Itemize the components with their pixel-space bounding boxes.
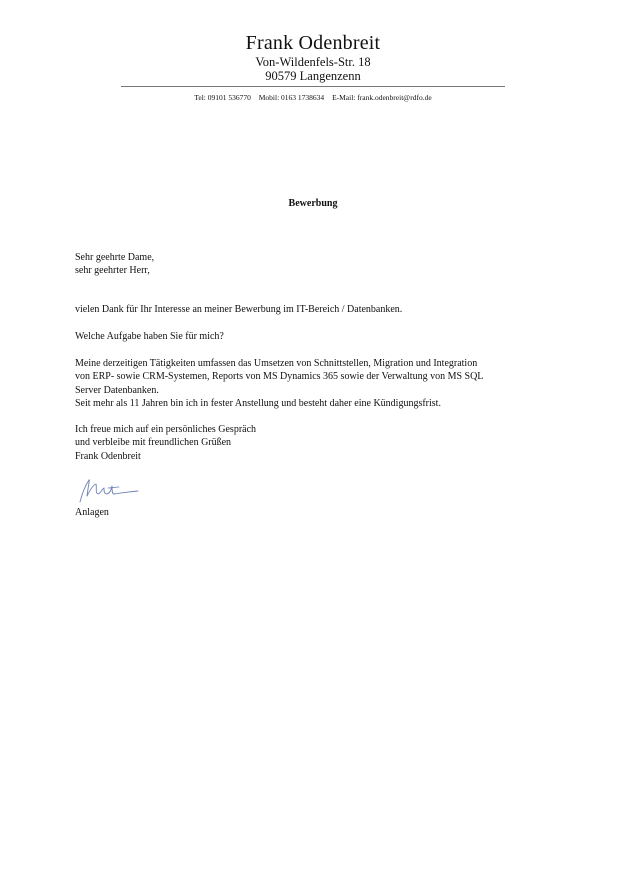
contact-email: E-Mail: frank.odenbreit@rdfo.de bbox=[332, 93, 432, 102]
contact-line bbox=[0, 93, 626, 103]
intro-line: vielen Dank für Ihr Interesse an meiner Bewerbung im IT-Bereich / Datenbanken. bbox=[75, 304, 403, 315]
salutation-line: Sehr geehrte Dame, bbox=[75, 252, 155, 263]
signature-stroke bbox=[80, 480, 138, 502]
question-line: Welche Aufgabe haben Sie für mich? bbox=[75, 331, 224, 342]
activities-line: von ERP- sowie CRM-Systemen, Reports von MS Dynamics 365 sowie der Verwaltung von MS SQL bbox=[75, 371, 484, 383]
attachments-line: Anlagen bbox=[75, 507, 109, 518]
letterhead-divider bbox=[121, 86, 505, 87]
sender-city: 90579 Langenzenn bbox=[265, 69, 361, 83]
salutation bbox=[75, 251, 565, 278]
activities-line: Server Datenbanken. bbox=[75, 384, 159, 396]
activities-line: Seit mehr als 11 Jahren bin ich in fester Anstellung und besteht daher eine Kündigungsfrist. bbox=[75, 398, 441, 410]
activities-line: Meine derzeitigen Tätigkeiten umfassen das Umsetzen von Schnittstellen, Migration und Integration bbox=[75, 358, 478, 369]
signatory-name: Frank Odenbreit bbox=[75, 450, 141, 462]
handwritten-signature bbox=[74, 476, 140, 504]
question-paragraph bbox=[75, 330, 565, 343]
contact-mobile: Mobil: 0163 1738634 bbox=[258, 93, 325, 102]
sender-street: Von-Wildenfels-Str. 18 bbox=[255, 55, 371, 69]
contact-phone: Tel: 09101 536770 bbox=[194, 93, 251, 102]
closing-paragraph bbox=[75, 423, 565, 463]
closing-line: Ich freue mich auf ein persönliches Gespräch bbox=[75, 424, 257, 435]
letterhead bbox=[0, 31, 626, 83]
subject-line: Bewerbung bbox=[288, 198, 338, 209]
signature-tbar-stroke bbox=[108, 487, 119, 488]
attachments-label bbox=[75, 506, 565, 519]
intro-paragraph bbox=[75, 303, 565, 316]
salutation-line: sehr geehrter Herr, bbox=[75, 265, 150, 277]
activities-paragraph bbox=[75, 357, 565, 411]
sender-name: Frank Odenbreit bbox=[245, 32, 381, 54]
closing-line: und verbleibe mit freundlichen Grüßen bbox=[75, 437, 232, 449]
